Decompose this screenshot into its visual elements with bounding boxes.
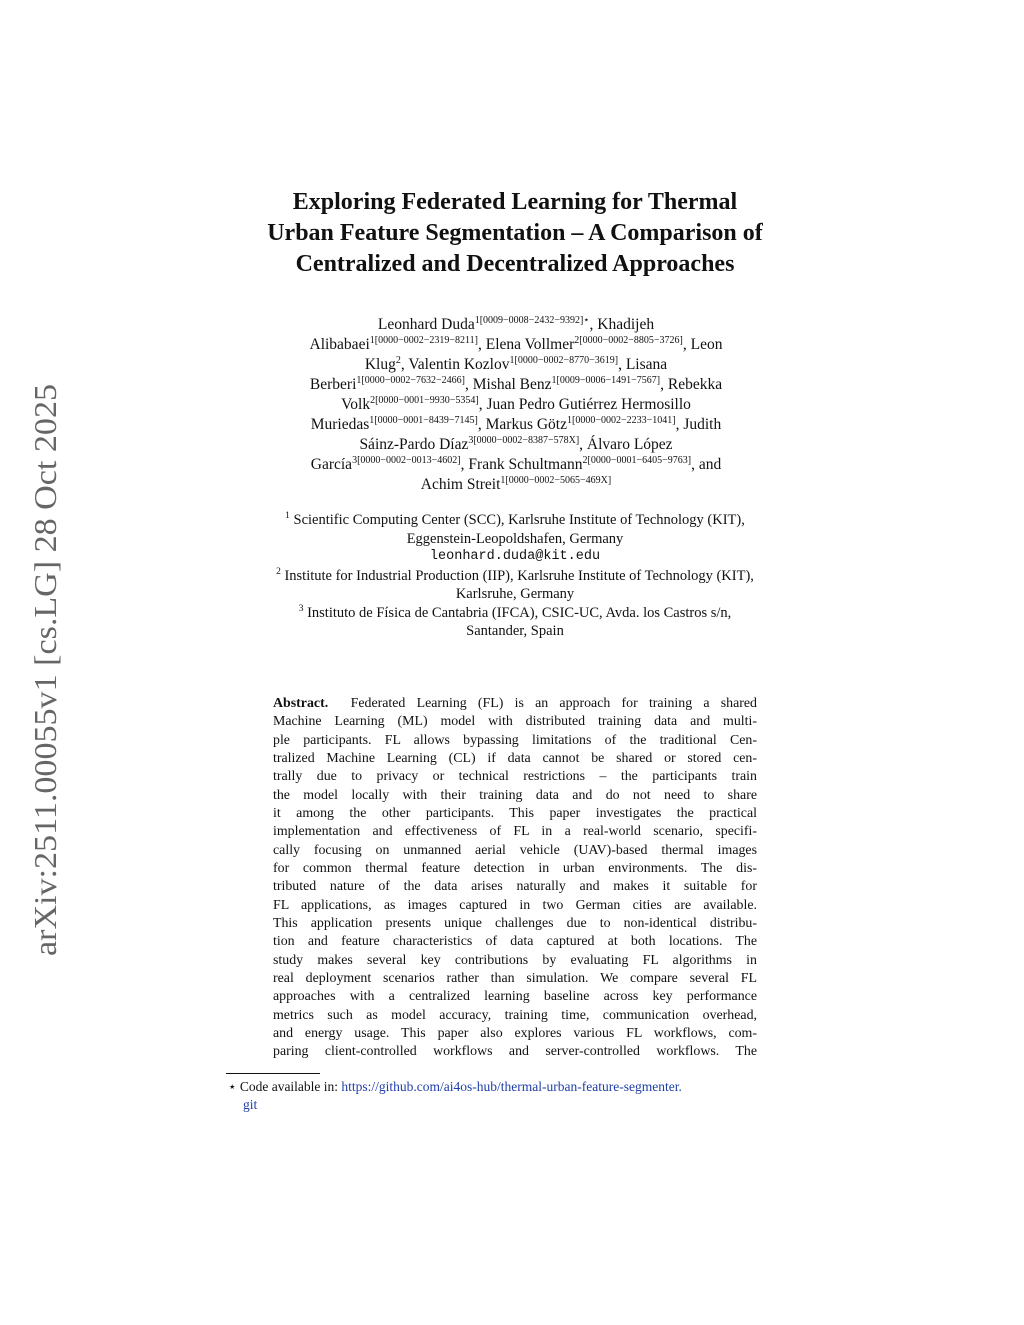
author-line	[236, 355, 796, 375]
affiliation-line: Eggenstein-Leopoldshafen, Germany	[406, 530, 624, 547]
affiliation-list	[220, 511, 810, 641]
author-name: , Markus Götz	[477, 416, 567, 433]
arxiv-identifier-stamp	[6, 380, 76, 960]
title-line: Exploring Federated Learning for Thermal	[292, 189, 738, 215]
author-line	[236, 475, 796, 495]
abstract-line: ple participants. FL allows bypassing limitations of the traditional Cen-	[273, 732, 757, 748]
abstract-line: and energy usage. This paper also explores various FL workflows, com-	[273, 1025, 757, 1041]
arxiv-stamp-svg	[6, 380, 76, 960]
author-orcid: 1[0009−0008−2432−9392]⋆	[474, 314, 590, 326]
author-orcid: 2[0000−0001−9930−5354]	[370, 394, 479, 406]
author-name: García	[310, 456, 353, 473]
author-name: , Frank Schultmann	[460, 456, 583, 473]
affiliation-text: Instituto de Física de Cantabria (IFCA), CSIC-UC, Avda. los Castros s/n,	[303, 604, 732, 621]
footnote	[228, 1078, 808, 1114]
author-name: , Leon	[682, 336, 723, 353]
author-name: Achim Streit	[420, 476, 501, 493]
abstract-heading: Abstract.	[273, 696, 329, 711]
author-orcid: 2	[395, 354, 401, 366]
author-name: Muriedas	[310, 416, 370, 433]
abstract-line: implementation and effectiveness of FL in a real-world scenario, specifi-	[273, 824, 757, 840]
author-orcid: 1[0000−0002−2233−1041]	[567, 414, 676, 426]
abstract-line: FL applications, as images captured in two German cities are available.	[273, 897, 757, 913]
abstract-line: approaches with a centralized learning baseline across key performance	[273, 989, 757, 1005]
affiliation-line	[220, 604, 810, 623]
abstract-line: paring client-controlled workflows and server-controlled workflows. The	[273, 1044, 757, 1060]
author-list	[236, 315, 796, 495]
author-line	[236, 335, 796, 355]
author-orcid: 1[0000−0002−5065−469X]	[500, 474, 612, 486]
abstract-line: This application presents unique challenges due to non-identical distribu-	[273, 915, 757, 931]
affiliation-line	[220, 511, 810, 530]
footnote-mark: ⋆	[228, 1079, 237, 1094]
author-name: , Mishal Benz	[464, 376, 552, 393]
abstract	[273, 695, 757, 1062]
title-line: Centralized and Decentralized Approaches	[295, 251, 735, 277]
affiliation-line	[220, 567, 810, 586]
abstract-line: the model locally with their training data and do not need to share	[273, 787, 757, 803]
abstract-line: trally due to privacy or technical restrictions – the participants train	[273, 769, 757, 785]
author-name: Sáinz-Pardo Díaz	[359, 436, 469, 453]
author-name: , Judith	[675, 416, 722, 433]
author-orcid: 1[0000−0002−7632−2466]	[356, 374, 465, 386]
author-name: , Juan Pedro Gutiérrez Hermosillo	[478, 396, 691, 413]
author-name: Leonhard Duda	[377, 316, 475, 333]
author-line	[236, 435, 796, 455]
arxiv-id-text: arXiv:2511.00055v1 [cs.LG] 28 Oct 2025	[27, 418, 63, 956]
abstract-line: tralized Machine Learning (CL) if data cannot be shared or stored cen-	[273, 750, 757, 766]
affiliation-line: Karlsruhe, Germany	[455, 586, 575, 602]
affiliation-mark: 3	[298, 603, 304, 614]
affiliation-mark: 2	[276, 566, 281, 577]
code-repository-link[interactable]: https://github.com/ai4os-hub/thermal-urban-feature-segmenter.	[341, 1079, 682, 1094]
author-line	[236, 395, 796, 415]
affiliation-text: Institute for Industrial Production (IIP), Karlsruhe Institute of Technology (KIT),	[280, 567, 754, 584]
abstract-line: real deployment scenarios rather than simulation. We compare several FL	[273, 970, 757, 986]
abstract-line: tion and feature characteristics of data captured at both locations. The	[273, 934, 757, 950]
affiliation-mark: 1	[285, 511, 290, 522]
abstract-line: cally focusing on unmanned aerial vehicle (UAV)-based thermal images	[273, 842, 757, 858]
author-orcid: 1[0009−0006−1491−7567]	[551, 374, 661, 386]
title-line: Urban Feature Segmentation – A Comparison of	[267, 220, 763, 246]
affiliation-text: Scientific Computing Center (SCC), Karlsruhe Institute of Technology (KIT),	[289, 512, 745, 528]
author-name: , Elena Vollmer	[477, 336, 575, 353]
author-name: , Valentin Kozlov	[400, 356, 510, 373]
author-line	[236, 375, 796, 395]
author-line	[236, 455, 796, 475]
abstract-text: Federated Learning (FL) is an approach for training a shared	[350, 696, 757, 711]
author-name: , Álvaro López	[579, 436, 673, 453]
author-orcid: 1[0000−0002−2319−8211]	[369, 334, 478, 346]
author-line	[236, 315, 796, 335]
author-orcid: 2[0000−0002−8805−3726]	[574, 334, 683, 346]
author-orcid: 1[0000−0001−8439−7145]	[369, 414, 478, 426]
author-name: Berberi	[309, 376, 357, 393]
author-name: , Rebekka	[660, 376, 723, 393]
author-orcid: 3[0000−0002−8387−578X]	[468, 434, 580, 446]
affiliation-line: Santander, Spain	[466, 623, 564, 639]
abstract-line: tributed nature of the data arises naturally and makes it suitable for	[273, 879, 757, 895]
paper-title	[200, 187, 830, 280]
author-line	[236, 415, 796, 435]
author-orcid: 1[0000−0002−8770−3619]	[509, 354, 619, 366]
author-name: Klug	[364, 356, 396, 373]
abstract-line: Machine Learning (ML) model with distributed training data and multi-	[273, 714, 757, 730]
abstract-line: for common thermal feature detection in urban environments. The dis-	[273, 860, 757, 876]
author-name: , and	[691, 456, 722, 473]
author-orcid: 3[0000−0002−0013−4602]	[352, 454, 461, 466]
author-name: , Lisana	[618, 356, 668, 373]
abstract-line: study makes several key contributions by evaluating FL algorithms in	[273, 952, 757, 968]
author-name: Alibabaei	[309, 336, 370, 353]
code-repository-link-continuation[interactable]: git	[243, 1097, 258, 1112]
abstract-line: it among the other participants. This paper investigates the practical	[273, 805, 757, 821]
author-name: , Khadijeh	[589, 316, 655, 333]
author-name: Volk	[341, 396, 371, 413]
footnote-divider	[226, 1073, 320, 1074]
abstract-line	[273, 695, 757, 713]
footnote-text: Code available in:	[236, 1079, 342, 1094]
contact-email[interactable]: leonhard.duda@kit.edu	[429, 549, 601, 564]
abstract-line: metrics such as model accuracy, training time, communication overhead,	[273, 1007, 757, 1023]
author-orcid: 2[0000−0001−6405−9763]	[582, 454, 692, 466]
